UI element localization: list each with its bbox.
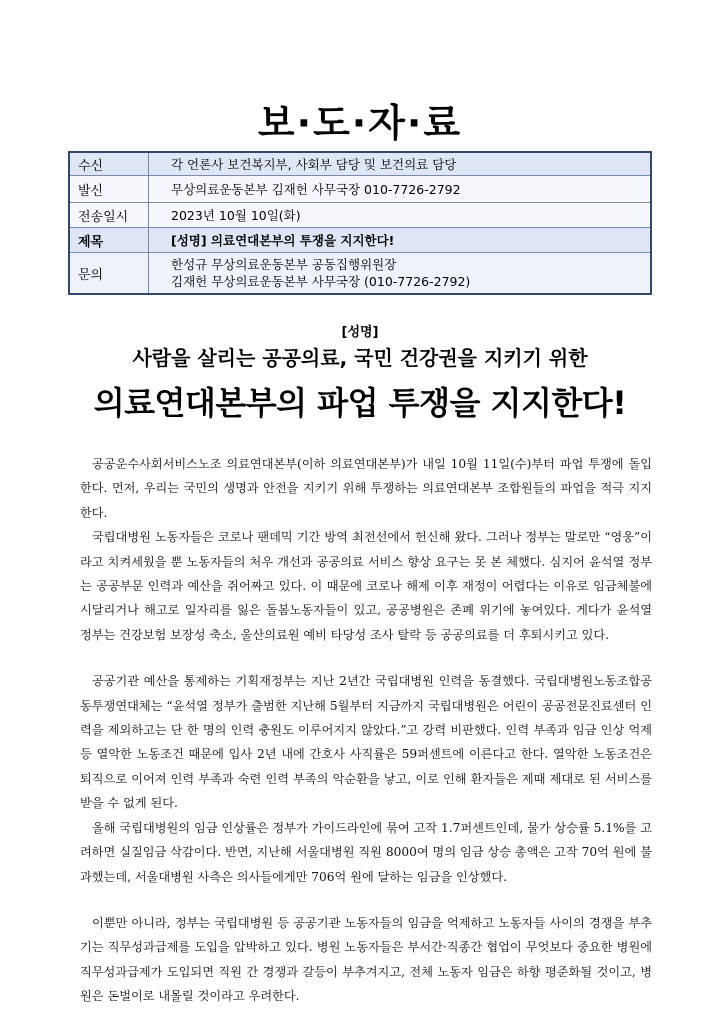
paragraph-1: 공공운수사회서비스노조 의료연대본부(이하 의료연대본부)가 내일 10월 11일(수)부터 파업 투쟁에 돌입한다. 먼저, 우리는 국민의 생명과 안전을 지키기 위해 투쟁하는 의료연대본부 조합원들의 파업을 적극 지지한다.: [80, 457, 652, 520]
recipient-value: 각 언론사 보건복지부, 사회부 담당 및 보건의료 담당: [149, 152, 652, 176]
date-label: 전송일시: [69, 203, 149, 228]
statement-headline: 의료연대본부의 파업 투쟁을 지지한다!: [93, 384, 627, 422]
paragraph-3: 공공기관 예산을 통제하는 기획재정부는 지난 2년간 국립대병원 인력을 동결했다. 국립대병원노동조합공동투쟁연대체는 “윤석열 정부가 출범한 지난해 5월부터 지금까지 국립대병원은 어린이 공공전문진료센터 인력을 제외하고는 단 한 명의 인력 충원도 이루어지지 않았다.”고 강력 비판했다. 인력 부족과 임금 인상 억제 등 열악한 노동조건 때문에 입사 2년 내에 간호사 사직률은 59퍼센트에 이른다고 한다. 열악한 노동조건은 퇴직으로 이어져 인력 부족과 숙련 인력 부족의 악순환을 낳고, 이로 인해 환자들은 제때 제대로 된 서비스를 받을 수 없게 된다.: [80, 674, 652, 811]
paragraph-4: 올해 국립대병원의 임금 인상률은 정부가 가이드라인에 묶여 고작 1.7퍼센트인데, 물가 상승률 5.1%를 고려하면 실질임금 삭감이다. 반면, 지난해 서울대병원 직원 8000여 명의 임금 상승 총액은 고작 70억 원에 불과했는데, 서울대병원 사측은 의사들에게만 706억 원에 달하는 임금을 인상했다.: [80, 820, 652, 884]
subject-label: 제목: [69, 228, 149, 253]
sender-value: 무상의료운동본부 김재헌 사무국장 010-7726-2792: [149, 176, 652, 203]
sender-label: 발신: [69, 176, 149, 203]
contact-value: [149, 253, 652, 295]
info-table: [68, 151, 652, 295]
contact-line-2: 김재헌 무상의료운동본부 사무국장 (010-7726-2792): [171, 274, 471, 289]
contact-row: [69, 253, 651, 295]
date-row: [69, 203, 651, 228]
statement-subheading: 사람을 살리는 공공의료, 국민 건강권을 지키기 위한: [132, 346, 588, 370]
contact-label: 문의: [69, 253, 149, 295]
subject-value: [성명] 의료연대본부의 투쟁을 지지한다!: [149, 228, 652, 253]
paragraph-2: 국립대병원 노동자들은 코로나 팬데믹 기간 방역 최전선에서 헌신해 왔다. 그러나 정부는 말로만 “영웅”이라고 치켜세웠을 뿐 노동자들의 처우 개선과 공공의료 서비스 향상 요구는 못 본 체했다. 심지어 윤석열 정부는 공공부문 인력과 예산을 쥐어짜고 있다. 이 때문에 코로나 해제 이후 재정이 어렵다는 이유로 임금체불에 시달리거나 해고로 일자리를 잃은 돌봄노동자들이 있고, 공공병원은 존폐 위기에 놓여있다. 게다가 윤석열 정부는 건강보험 보장성 축소, 울산의료원 예비 타당성 조사 탈락 등 공공의료를 더 후퇴시키고 있다.: [80, 530, 652, 642]
document-title: 보·도·자·료: [257, 101, 463, 145]
subject-row: [69, 228, 651, 253]
sender-row: [69, 176, 651, 203]
date-value: 2023년 10월 10일(화): [149, 203, 652, 228]
recipient-label: 수신: [69, 152, 149, 176]
recipient-row: [69, 152, 651, 176]
contact-line-1: 한성규 무상의료운동본부 공동집행위원장: [171, 257, 397, 272]
statement-tag: [성명]: [341, 325, 379, 340]
statement-body: [80, 452, 652, 1009]
paragraph-5: 이뿐만 아니라, 정부는 국립대병원 등 공공기관 노동자들의 임금을 억제하고 노동자들 사이의 경쟁을 부추기는 직무성과급제를 도입을 압박하고 있다. 병원 노동자들은 부서간·직종간 협업이 무엇보다 중요한 병원에 직무성과급제가 도입되면 직원 간 경쟁과 갈등이 부추겨지고, 전체 노동자 임금은 하향 평준화될 것이고, 병원은 돈벌이로 내몰릴 것이라고 우려한다.: [80, 915, 652, 1004]
